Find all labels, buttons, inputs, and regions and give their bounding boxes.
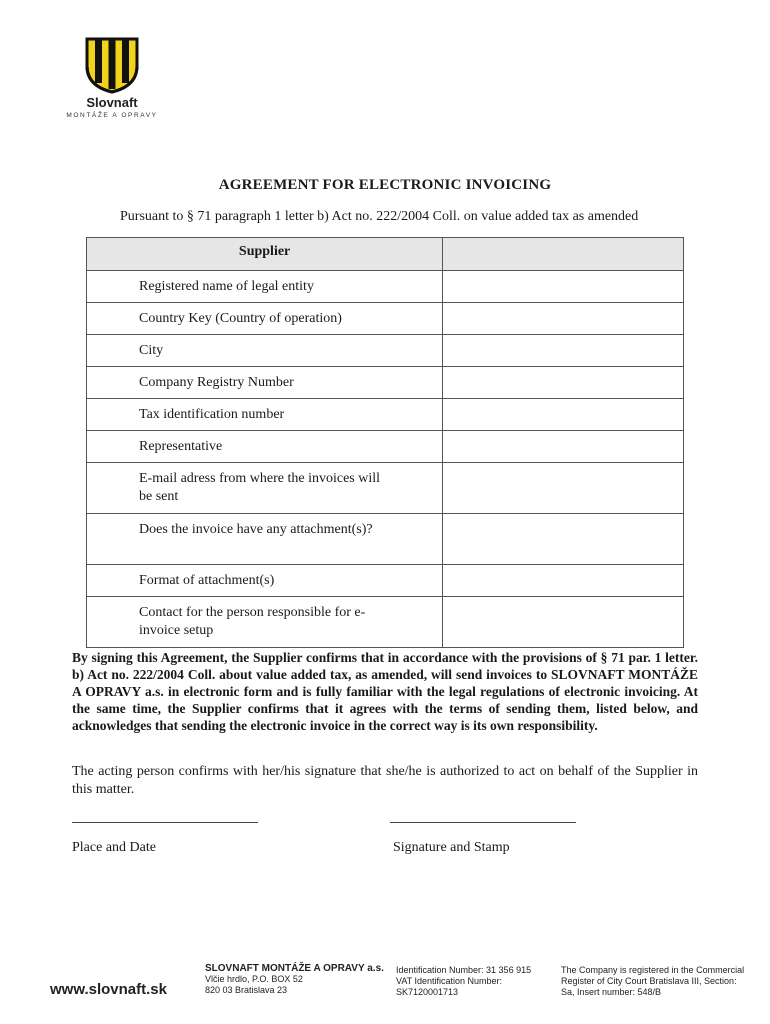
footer-registry-line3: Sa, Insert number: 548/B [561,987,662,997]
document-subtitle: Pursuant to § 71 paragraph 1 letter b) Act no. 222/2004 Coll. on value added tax as amended [120,209,639,224]
row-label: Representative [87,431,443,463]
registered-name-field[interactable] [443,271,684,303]
company-logo [62,36,162,119]
row-label: E-mail adress from where the invoices will be sent [87,463,443,514]
footer-id-number: Identification Number: 31 356 915 [396,965,532,975]
table-row [87,335,684,367]
footer-website: www.slovnaft.sk [50,981,167,998]
supplier-table [86,237,684,648]
table-row [87,303,684,335]
logo-name: Slovnaft [86,95,138,110]
footer-company-name: SLOVNAFT MONTÁŽE A OPRAVY a.s. [205,963,384,974]
table-header-row [87,238,684,271]
slovnaft-shield-icon [84,36,140,94]
footer-company-block [205,963,384,996]
row-label: Country Key (Country of operation) [87,303,443,335]
row-label: Company Registry Number [87,367,443,399]
table-header-value-cell [443,238,684,271]
table-row [87,597,684,648]
table-row [87,565,684,597]
attachments-field[interactable] [443,514,684,565]
row-label: Format of attachment(s) [87,565,443,597]
table-row [87,514,684,565]
logo-subtitle: MONTÁŽE A OPRAVY [66,112,158,119]
tax-id-field[interactable] [443,399,684,431]
table-row [87,431,684,463]
footer-registry-block [561,965,744,998]
row-label: Registered name of legal entity [87,271,443,303]
footer-address-line2: 820 03 Bratislava 23 [205,985,288,995]
row-label-text: Does the invoice have any attachment(s)? [139,522,373,537]
city-field[interactable] [443,335,684,367]
table-row [87,367,684,399]
table-header-label: Supplier [87,238,443,271]
row-label: City [87,335,443,367]
row-label [87,514,443,565]
attachment-format-field[interactable] [443,565,684,597]
footer-vat-label: VAT Identification Number: [396,976,503,986]
row-label: Contact for the person responsible for e-invoice setup [87,597,443,648]
signature-label: Signature and Stamp [393,840,510,855]
place-date-label: Place and Date [72,840,156,855]
row-label: Tax identification number [87,399,443,431]
place-date-line[interactable] [72,822,258,823]
company-registry-number-field[interactable] [443,367,684,399]
table-row [87,271,684,303]
table-row [87,463,684,514]
country-key-field[interactable] [443,303,684,335]
contact-person-field[interactable] [443,597,684,648]
footer-registry-line2: Register of City Court Bratislava III, Section: [561,976,737,986]
footer-registry-line1: The Company is registered in the Commercial [561,965,745,975]
table-row [87,399,684,431]
email-field[interactable] [443,463,684,514]
representative-field[interactable] [443,431,684,463]
document-title: AGREEMENT FOR ELECTRONIC INVOICING [218,177,552,193]
agreement-paragraph: By signing this Agreement, the Supplier confirms that in accordance with the provisions of § 71 par. 1 letter. b) Act no. 222/2004 Coll. about value added tax, as amended, will send invoices to SLOVNAFT MONTÁŽE A OPRAVY a.s. in electronic form and is fully familiar with the legal regulations of electronic invoicing. At the same time, the Supplier confirms that it agrees with the terms of sending them, listed below, and acknowledges that sending the electronic invoice in the correct way is its own responsibility. [72,650,698,733]
footer-address-line1: Vlčie hrdlo, P.O. BOX 52 [205,974,303,984]
footer-vat-number: SK7120001713 [396,987,459,997]
footer-ids-block [396,965,531,998]
acting-person-paragraph: The acting person confirms with her/his signature that she/he is authorized to act on behalf of the Supplier in this matter. [72,764,698,797]
signature-line[interactable] [390,822,576,823]
